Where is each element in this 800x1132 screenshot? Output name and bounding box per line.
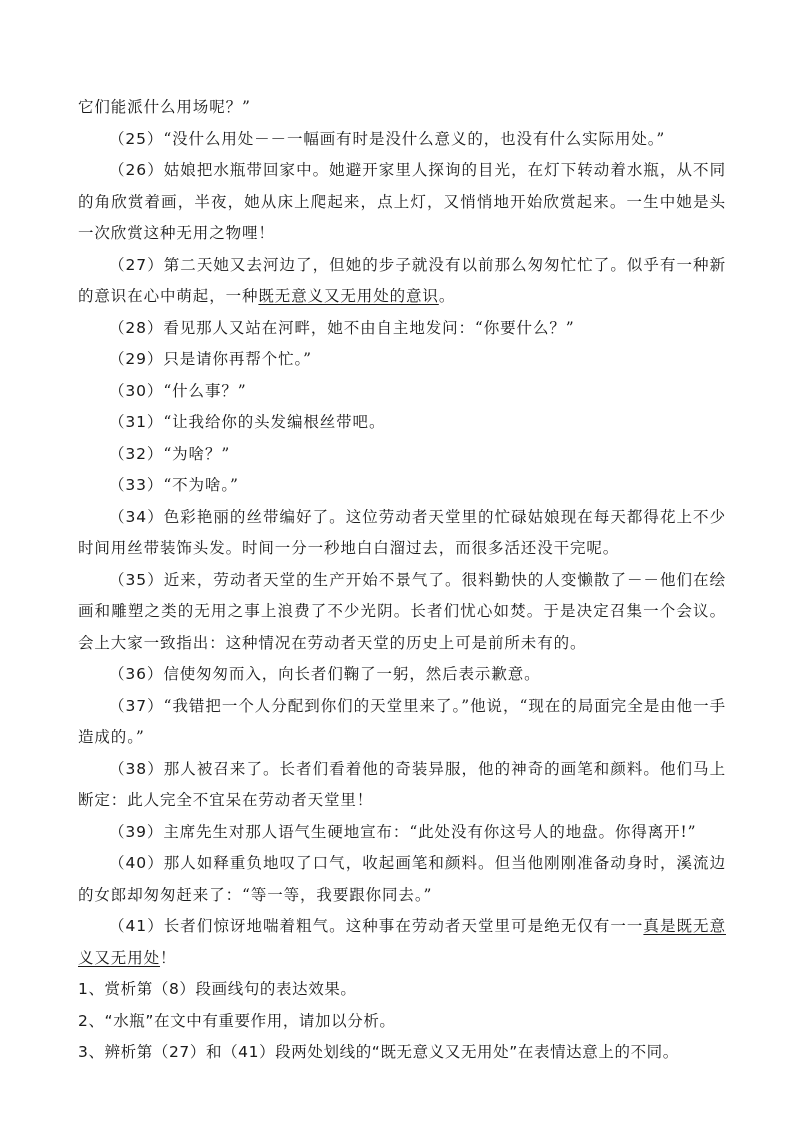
document-page xyxy=(78,92,726,1069)
paragraph-text: “为啥？” xyxy=(163,444,231,463)
paragraph-text: 那人如释重负地叹了口气，收起画笔和颜料。但当他刚刚准备动身时，溪流边的女郎却匆匆赶来了：“等一等，我要跟你同去。” xyxy=(78,854,726,904)
paragraph-number: （36） xyxy=(109,665,164,683)
paragraph-text: “什么事？” xyxy=(163,381,247,400)
question-2: 2、“水瓶”在文中有重要作用，请加以分析。 xyxy=(78,1011,396,1030)
paragraph-text: ！ xyxy=(160,948,177,967)
paragraph-number: （35） xyxy=(109,570,164,589)
paragraph-text: 它们能派什么用场呢？” xyxy=(78,98,251,116)
paragraph-40 xyxy=(78,848,726,911)
paragraph-number: （27） xyxy=(109,255,164,274)
paragraph-text: 第二天她又去河边了，但她的步子就没有以前那么匆匆忙忙了。似乎有一种新的意识在心中萌起，一种 xyxy=(78,255,726,305)
paragraph-number: （32） xyxy=(109,444,164,463)
paragraph-text: 只是请你再帮个忙。” xyxy=(163,350,313,368)
question-1: 1、赏析第（8）段画线句的表达效果。 xyxy=(78,980,357,998)
paragraph-36 xyxy=(78,659,726,691)
paragraph-25 xyxy=(78,124,726,156)
paragraph-text: 那人被召来了。长者们看着他的奇装异服，他的神奇的画笔和颜料。他们马上断定：此人完全不宜呆在劳动者天堂里！ xyxy=(78,759,726,809)
paragraph-number: （38） xyxy=(109,759,164,778)
paragraph-32 xyxy=(78,439,726,471)
paragraph-35 xyxy=(78,565,726,660)
underlined-phrase: 既无意义又无用处的意识 xyxy=(258,287,439,305)
paragraph-text: 看见那人又站在河畔，她不由自主地发问：“你要什么？” xyxy=(163,318,575,337)
paragraph-number: （41） xyxy=(109,917,164,935)
paragraph-41 xyxy=(78,911,726,974)
paragraph-text: “我错把一个人分配到你们的天堂里来了。”他说，“现在的局面完全是由他一手造成的。” xyxy=(78,696,726,746)
paragraph-33 xyxy=(78,470,726,502)
paragraph-39 xyxy=(78,817,726,849)
paragraph-text: 近来，劳动者天堂的生产开始不景气了。很料勤快的人变懒散了－－他们在绘画和雕塑之类的无用之事上浪费了不少光阴。长者们忧心如焚。于是决定召集一个会议。会上大家一致指出：这种情况在劳动者天堂的历史上可是前所未有的。 xyxy=(78,570,726,652)
paragraph-38 xyxy=(78,754,726,817)
paragraph-number: （39） xyxy=(109,822,164,841)
paragraph-26 xyxy=(78,155,726,250)
paragraph-34 xyxy=(78,502,726,565)
question-3: 3、辨析第（27）和（41）段两处划线的“既无意义又无用处”在表情达意上的不同。 xyxy=(78,1043,679,1061)
paragraph-text: 。 xyxy=(438,287,456,305)
paragraph-number: （33） xyxy=(109,476,164,494)
paragraph-text: 长者们惊讶地喘着粗气。这种事在劳动者天堂里可是绝无仅有一一 xyxy=(163,917,644,935)
paragraph-text: 信使匆匆而入，向长者们鞠了一躬，然后表示歉意。 xyxy=(163,665,541,683)
paragraph-text: “不为啥。” xyxy=(163,476,239,494)
paragraph-27 xyxy=(78,250,726,313)
paragraph-28 xyxy=(78,313,726,345)
paragraph-number: （29） xyxy=(109,350,164,368)
paragraph-text: 色彩艳丽的丝带编好了。这位劳动者天堂里的忙碌姑娘现在每天都得花上不少时间用丝带装饰头发。时间一分一秒地白白溜过去，而很多活还没干完呢。 xyxy=(78,507,726,557)
paragraph-text: 主席先生对那人语气生硬地宣布：“此处没有你这号人的地盘。你得离开!” xyxy=(163,822,697,841)
paragraph-29 xyxy=(78,344,726,376)
paragraph-text: “让我给你的头发编根丝带吧。 xyxy=(163,413,386,431)
paragraph-number: （25） xyxy=(109,129,164,148)
paragraph-number: （30） xyxy=(109,381,164,400)
paragraph-number: （31） xyxy=(109,413,164,431)
paragraph-30 xyxy=(78,376,726,408)
paragraph-text: 姑娘把水瓶带回家中。她避开家里人探询的目光，在灯下转动着水瓶，从不同的角欣赏着画，半夜，她从床上爬起来，点上灯，又悄悄地开始欣赏起来。一生中她是头一次欣赏这种无用之物哩！ xyxy=(78,161,726,242)
paragraph-31 xyxy=(78,407,726,439)
paragraph-number: （34） xyxy=(109,507,164,526)
paragraph-number: （37） xyxy=(109,696,164,715)
paragraph-24-end xyxy=(78,92,726,124)
paragraph-text: “没什么用处－－一幅画有时是没什么意义的，也没有什么实际用处。” xyxy=(163,129,666,148)
paragraph-number: （26） xyxy=(109,161,164,179)
paragraph-37 xyxy=(78,691,726,754)
paragraph-number: （40） xyxy=(109,854,164,872)
paragraph-number: （28） xyxy=(109,318,164,337)
underlined-phrase: 真是既无意义又无用处 xyxy=(78,917,726,967)
